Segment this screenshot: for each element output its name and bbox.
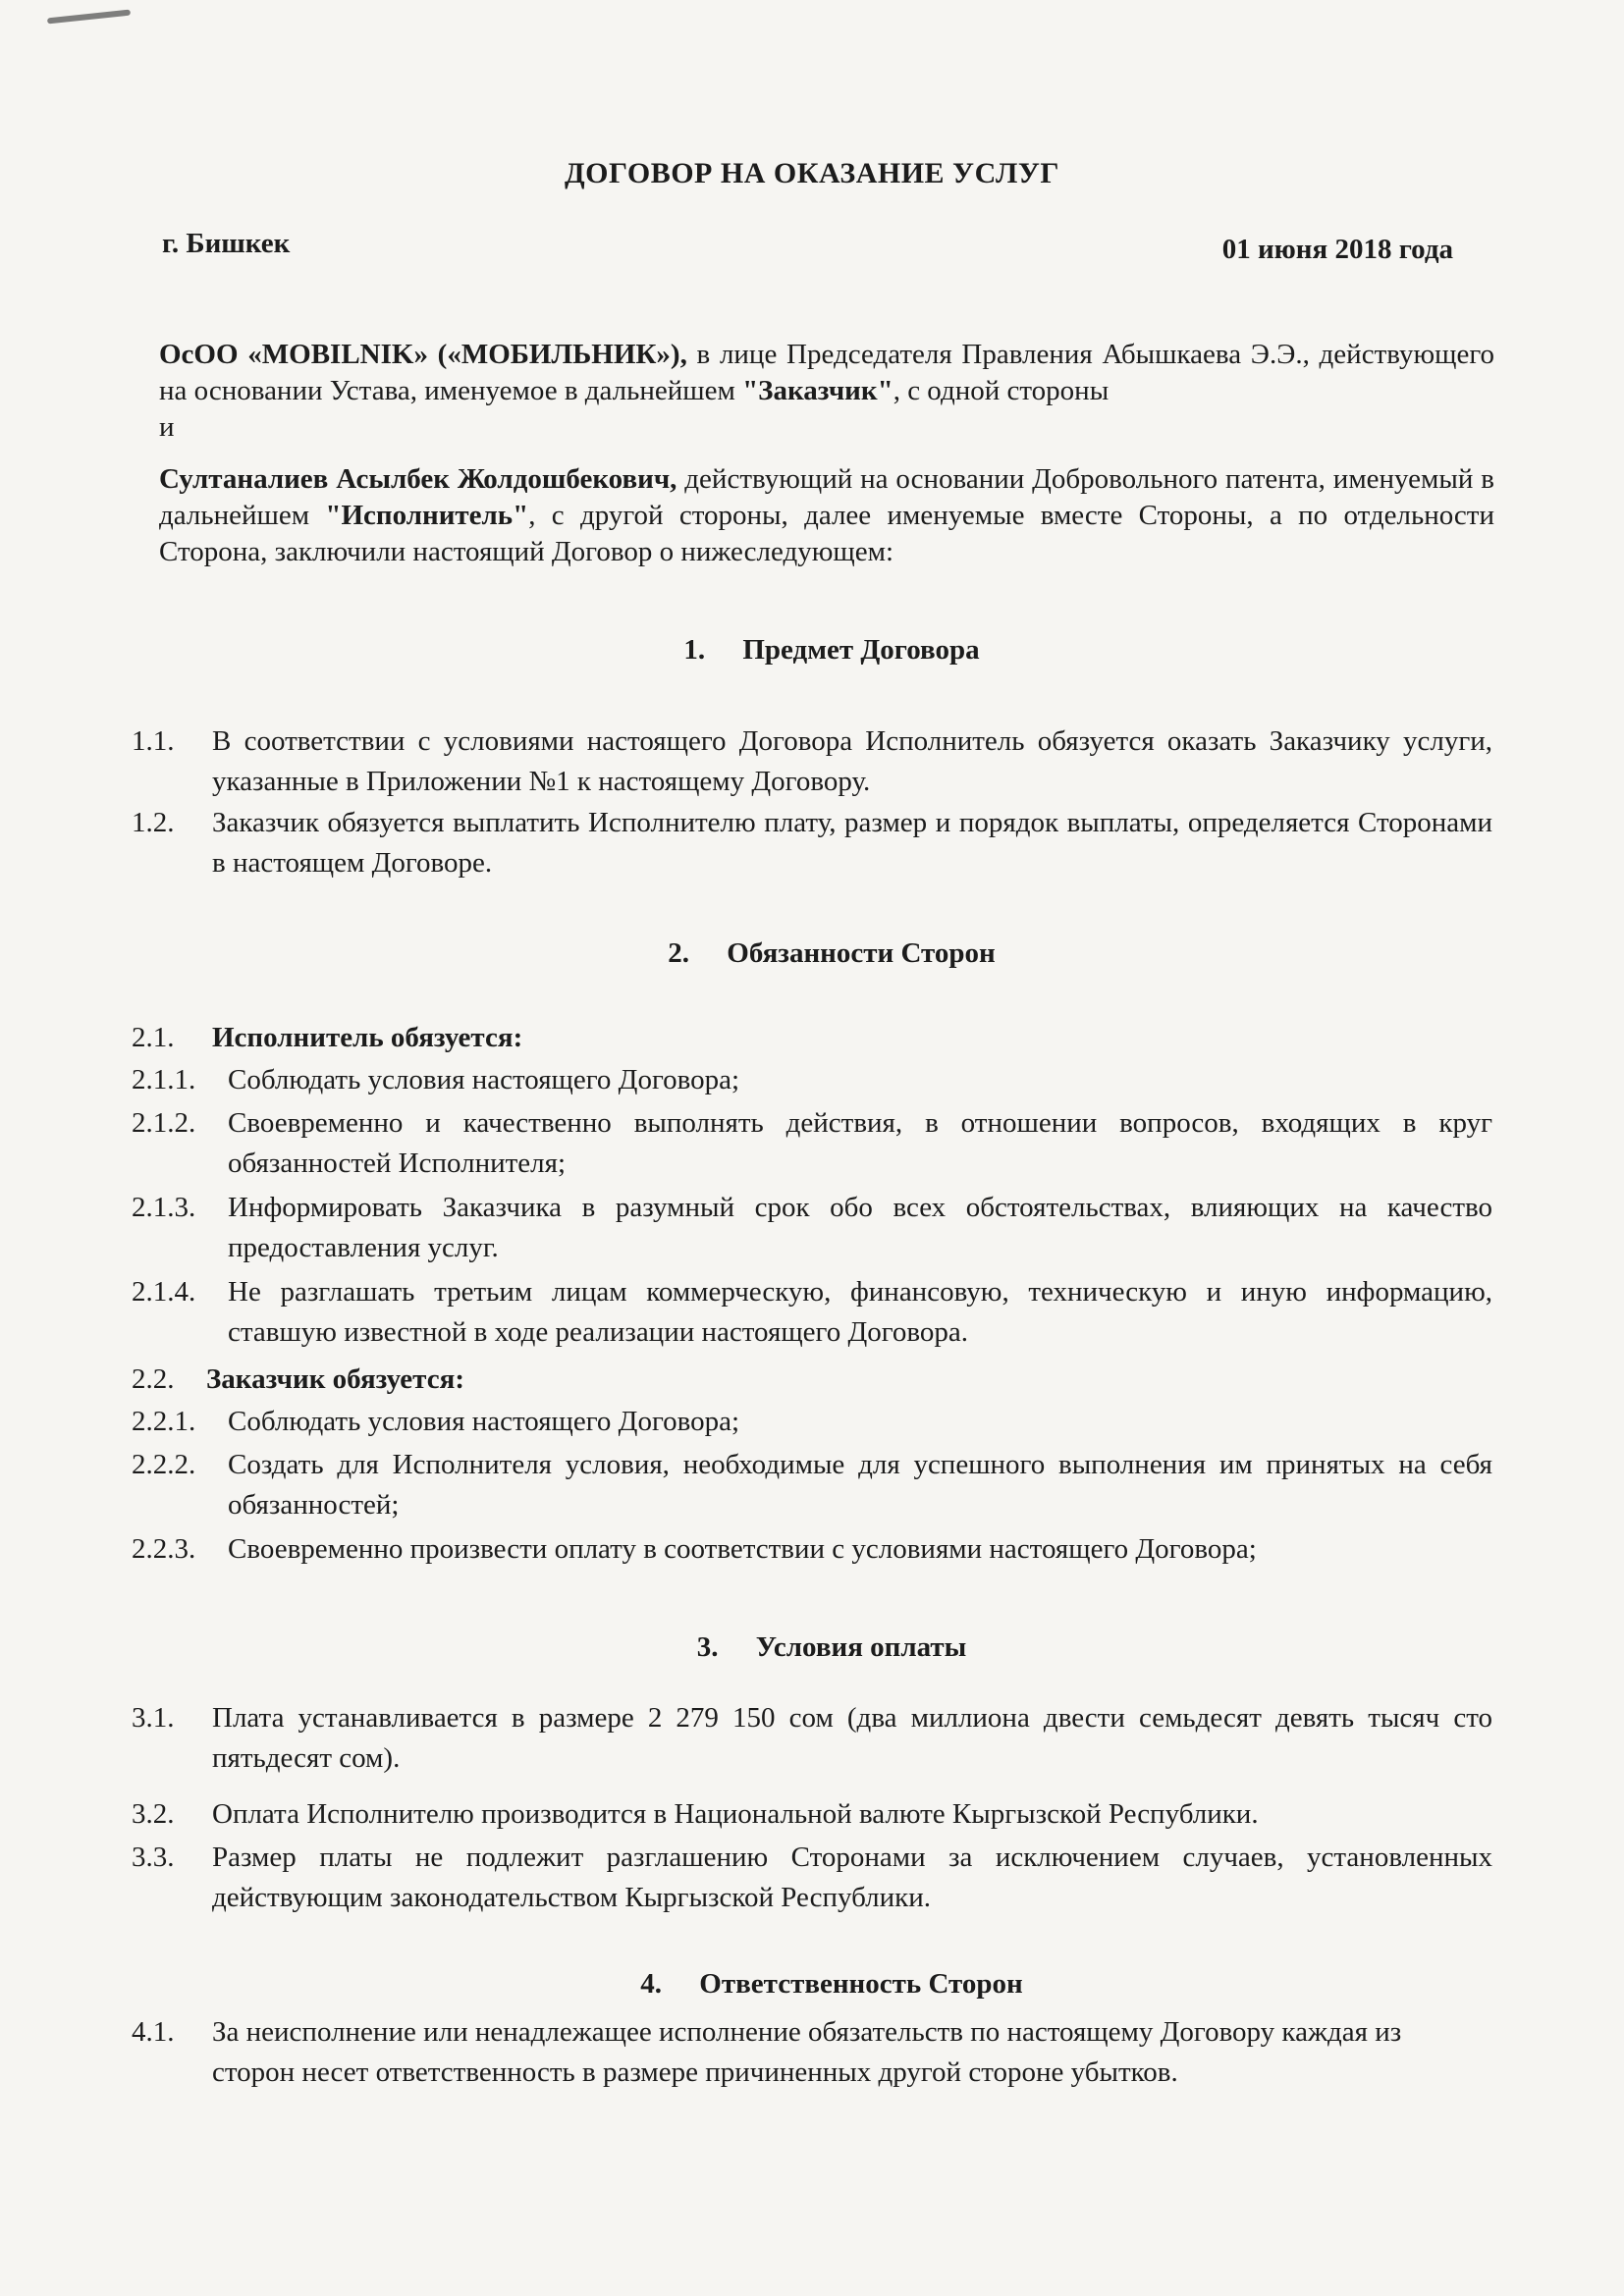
- contractor-paragraph: [159, 461, 1494, 570]
- clause-4-1: [132, 2012, 1467, 2093]
- scan-mark: [47, 10, 131, 25]
- clause-2-2-2: [132, 1445, 1492, 1525]
- clause-2-1-3: [132, 1188, 1492, 1268]
- section-title: Обязанности Сторон: [727, 937, 996, 969]
- section-title: Условия оплаты: [755, 1631, 967, 1663]
- conjunction: и: [159, 411, 175, 443]
- clause-2-2-1: [132, 1402, 1492, 1442]
- clause-number: 4.1.: [132, 2016, 175, 2048]
- section-number: 3.: [696, 1631, 719, 1663]
- section-2-heading: [0, 937, 1624, 970]
- clause-2-1-2: [132, 1103, 1492, 1184]
- clause-3-1: [132, 1698, 1492, 1779]
- contract-date: 01 июня 2018 года: [1221, 234, 1453, 265]
- clause-number: 2.1.1.: [132, 1064, 196, 1095]
- clause-text: Плата устанавливается в размере 2 279 150 сом (два миллиона двести семьдесят девять тысяч сто пятьдесят сом).: [212, 1702, 1492, 1774]
- clause-3-3: [132, 1838, 1492, 1918]
- clause-text: В соответствии с условиями настоящего Договора Исполнитель обязуется оказать Заказчику услуги, указанные в Приложении №1 к настоящему Договору.: [212, 725, 1492, 797]
- section-number: 2.: [668, 937, 690, 969]
- document-title: ДОГОВОР НА ОКАЗАНИЕ УСЛУГ: [565, 157, 1059, 189]
- clause-2-1-1: [132, 1060, 1492, 1100]
- clause-text: Размер платы не подлежит разглашению Сторонами за исключением случаев, установленных действующим законодательством Кыргызской Республики.: [212, 1842, 1492, 1913]
- subsection-title: Заказчик обязуется:: [206, 1363, 464, 1395]
- clause-number: 2.1.: [132, 1022, 175, 1053]
- customer-name: ОсОО «MOBILNIK» («МОБИЛЬНИК»),: [159, 339, 687, 370]
- contractor-text-end: , с другой стороны, далее именуемые вместе Стороны, а по отдельности Сторона, заключили настоящий Договор о нижеследующем:: [159, 500, 1494, 567]
- clause-number: 2.1.2.: [132, 1107, 196, 1139]
- clause-text: Не разглашать третьим лицам коммерческую, финансовую, техническую и иную информацию, ставшую известной в ходе реализации настоящего Договора.: [228, 1276, 1492, 1348]
- clause-number: 1.2.: [132, 807, 175, 838]
- clause-number: 3.2.: [132, 1798, 175, 1830]
- section-4-heading: [0, 1968, 1624, 2001]
- clause-number: 2.1.3.: [132, 1192, 196, 1223]
- customer-text: в лице Председателя Правления Абышкаева Э.Э., действующего на основании Устава, именуемое в дальнейшем: [159, 339, 1494, 406]
- contractor-text: действующий на основании Добровольного патента, именуемый в дальнейшем: [159, 463, 1494, 531]
- section-title: Предмет Договора: [742, 634, 980, 666]
- clause-number: 3.1.: [132, 1702, 175, 1734]
- clause-3-2: [132, 1794, 1492, 1835]
- clause-number: 1.1.: [132, 725, 175, 757]
- section-title: Ответственность Сторон: [699, 1968, 1023, 2000]
- clause-number: 3.3.: [132, 1842, 175, 1873]
- customer-role: "Заказчик": [742, 375, 893, 406]
- clause-text: Соблюдать условия настоящего Договора;: [228, 1406, 740, 1437]
- subsection-2-2: [132, 1360, 1492, 1400]
- section-number: 1.: [683, 634, 706, 666]
- subsection-title: Исполнитель обязуется:: [212, 1022, 523, 1053]
- contractor-role: "Исполнитель": [325, 500, 529, 531]
- subsection-2-1: [132, 1018, 1492, 1058]
- customer-paragraph: [159, 337, 1494, 446]
- city: г. Бишкек: [162, 228, 291, 259]
- clause-number: 2.2.: [132, 1363, 175, 1395]
- section-number: 4.: [640, 1968, 663, 2000]
- clause-number: 2.2.3.: [132, 1533, 196, 1565]
- clause-text: Заказчик обязуется выплатить Исполнителю плату, размер и порядок выплаты, определяется Сторонами в настоящем Договоре.: [212, 807, 1492, 879]
- section-3-heading: [0, 1631, 1624, 1664]
- customer-text-end: , с одной стороны: [893, 375, 1110, 406]
- clause-number: 2.2.1.: [132, 1406, 196, 1437]
- clause-1-1: [132, 721, 1492, 802]
- clause-text: За неисполнение или ненадлежащее исполнение обязательств по настоящему Договору каждая из сторон несет ответственность в размере причиненных другой стороне убытков.: [212, 2016, 1402, 2088]
- clause-text: Оплата Исполнителю производится в Национальной валюте Кыргызской Республики.: [212, 1798, 1259, 1830]
- clause-text: Создать для Исполнителя условия, необходимые для успешного выполнения им принятых на себя обязанностей;: [228, 1449, 1492, 1521]
- clause-number: 2.1.4.: [132, 1276, 196, 1308]
- clause-text: Своевременно и качественно выполнять действия, в отношении вопросов, входящих в круг обязанностей Исполнителя;: [228, 1107, 1492, 1179]
- clause-text: Своевременно произвести оплату в соответствии с условиями настоящего Договора;: [228, 1533, 1257, 1565]
- clause-1-2: [132, 803, 1492, 883]
- clause-2-1-4: [132, 1272, 1492, 1353]
- clause-text: Информировать Заказчика в разумный срок обо всех обстоятельствах, влияющих на качество предоставления услуг.: [228, 1192, 1492, 1263]
- clause-number: 2.2.2.: [132, 1449, 196, 1480]
- clause-text: Соблюдать условия настоящего Договора;: [228, 1064, 740, 1095]
- contractor-name: Султаналиев Асылбек Жолдошбекович,: [159, 463, 677, 495]
- clause-2-2-3: [132, 1529, 1492, 1570]
- section-1-heading: [0, 634, 1624, 667]
